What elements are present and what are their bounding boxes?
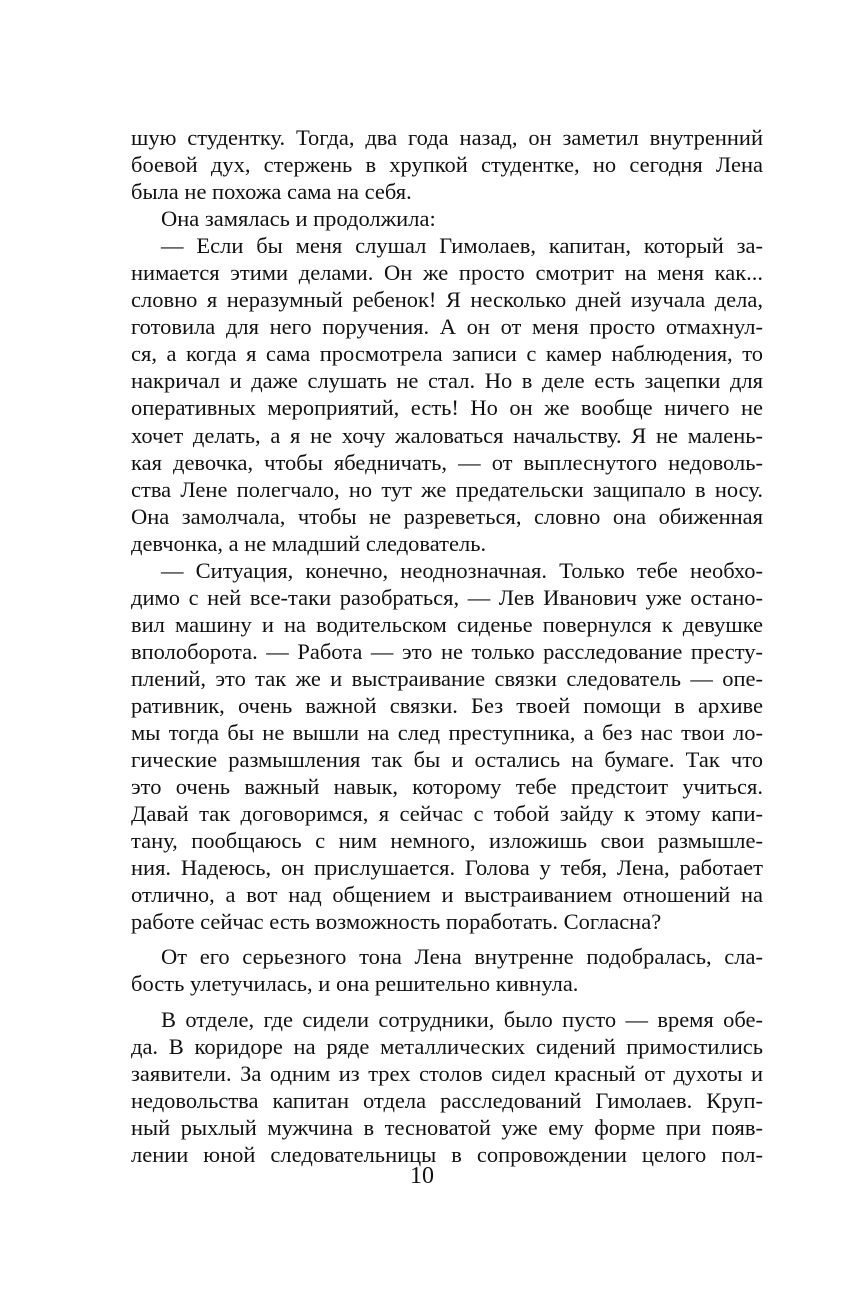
text-line: От его серьезного тона Лена внутренне подобралась, сла- [161,944,763,970]
text-line: ный рыхлый мужчина в тесноватой уже ему форме при появ- [131,1114,763,1140]
page-number: 10 [410,1163,434,1189]
text-line: оперативных мероприятий, есть! Но он же вообще ничего не [131,395,763,421]
text-line: — Ситуация, конечно, неоднозначная. Только тебе необхо- [161,557,763,583]
text-line: боевой дух, стержень в хрупкой студентке, но сегодня Лена [131,152,763,178]
body-text [131,124,763,1168]
text-line: ства Лене полегчало, но тут же предательски защипало в носу. [131,476,763,502]
text-line: тану, пообщаюсь с ним немного, изложишь свои размышле- [131,828,763,854]
text-line: ративник, очень важной связки. Без твоей помощи в архиве [131,692,763,718]
text-line: гические размышления так бы и остались на бумаге. Так что [131,747,763,773]
text-line: Давай так договоримся, я сейчас с тобой зайду к этому капи- [131,801,763,827]
text-line: нимается этими делами. Он же просто смотрит на меня как... [131,260,763,286]
text-line: димо с ней все-таки разобраться, — Лев Иванович уже остано- [131,584,763,610]
text-line: была не похожа сама на себя. [131,179,412,205]
text-line: — Если бы меня слушал Гимолаев, капитан, который за- [161,233,763,259]
text-line: отлично, а вот над общением и выстраиванием отношений на [131,882,763,908]
text-line: это очень важный навык, которому тебе предстоит учиться. [131,774,763,800]
text-line: лении юной следовательницы в сопровождении целого пол- [131,1141,763,1167]
text-line: хочет делать, а я не хочу жаловаться начальству. Я не малень- [131,422,763,448]
text-line: заявители. За одним из трех столов сидел красный от духоты и [131,1060,763,1086]
text-line: бость улетучилась, и она решительно кивнула. [131,971,579,997]
text-line: Она замялась и продолжила: [161,206,436,232]
text-line: В отделе, где сидели сотрудники, было пусто — время обе- [161,1006,763,1032]
text-line: ния. Надеюсь, он прислушается. Голова у тебя, Лена, работает [131,855,763,881]
text-line: да. В коридоре на ряде металлических сидений примостились [131,1033,763,1059]
text-line: недовольства капитан отдела расследований Гимолаев. Круп- [131,1087,763,1113]
text-line: вполоборота. — Работа — это не только расследование престу- [131,638,763,664]
text-line: плений, это так же и выстраивание связки следователь — опе- [131,665,763,691]
text-line: вил машину и на водительском сиденье повернулся к девушке [131,611,763,637]
text-line: мы тогда бы не вышли на след преступника, а без нас твои ло- [131,720,763,746]
text-line: готовила для него поручения. А он от меня просто отмахнул- [131,314,763,340]
text-line: накричал и даже слушать не стал. Но в деле есть зацепки для [131,368,763,394]
text-line: ся, а когда я сама просмотрела записи с камер наблюдения, то [131,341,763,367]
text-line: Она замолчала, чтобы не разреветься, словно она обиженная [131,503,763,529]
text-line: работе сейчас есть возможность поработать. Согласна? [131,909,662,935]
text-line: словно я неразумный ребенок! Я несколько дней изучала дела, [131,287,763,313]
text-line: шую студентку. Тогда, два года назад, он заметил внутренний [131,125,763,150]
text-line: девчонка, а не младший следователь. [131,530,487,556]
text-line: кая девочка, чтобы ябедничать, — от выплеснутого недоволь- [131,449,763,475]
